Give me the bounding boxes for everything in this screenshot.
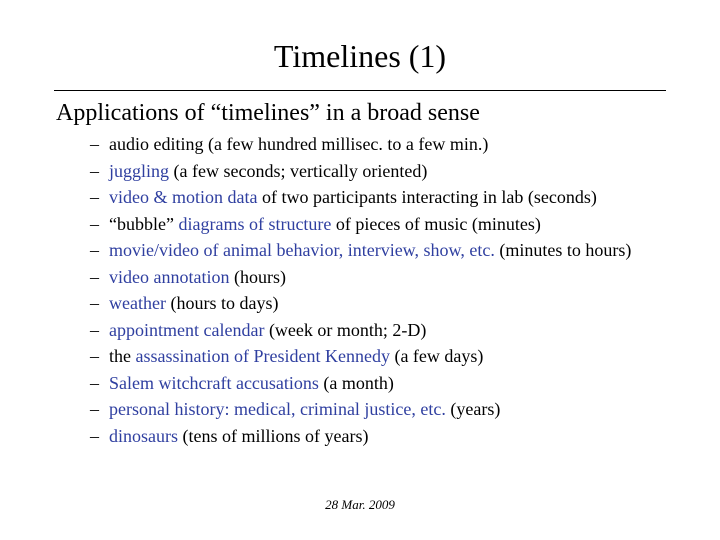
list-item	[90, 346, 670, 367]
slide-heading: Applications of “timelines” in a broad sense	[56, 100, 480, 126]
highlighted-text: video & motion data	[109, 187, 258, 207]
list-item	[90, 267, 670, 288]
dash-bullet: –	[90, 346, 99, 366]
item-text: “bubble”	[109, 213, 179, 234]
item-text: (a few seconds; vertically oriented)	[169, 160, 428, 181]
list-item	[90, 187, 670, 208]
dash-bullet: –	[90, 213, 99, 234]
dash-bullet: –	[90, 266, 99, 287]
dash-bullet: –	[90, 160, 99, 181]
item-text: of pieces of music (minutes)	[331, 213, 541, 234]
list-item	[90, 320, 670, 341]
highlighted-text: personal history: medical, criminal justice, etc.	[109, 399, 446, 419]
list-item	[90, 426, 670, 447]
list-item	[90, 214, 670, 235]
list-item	[90, 373, 670, 394]
item-text: audio editing (a few hundred millisec. to a few min.)	[109, 134, 489, 154]
item-text: (hours)	[229, 266, 286, 287]
slide-footer-date: 28 Mar. 2009	[325, 497, 395, 512]
bullet-list	[90, 134, 670, 452]
dash-bullet: –	[90, 425, 99, 446]
dash-bullet: –	[90, 134, 99, 154]
item-text: (a few days)	[389, 346, 484, 366]
dash-bullet: –	[90, 372, 99, 393]
item-text: (years)	[445, 399, 501, 419]
item-text: (week or month; 2-D)	[264, 319, 427, 340]
highlighted-text: assassination of President Kennedy	[135, 346, 390, 366]
dash-bullet: –	[90, 319, 99, 340]
dash-bullet: –	[90, 187, 99, 207]
dash-bullet: –	[90, 240, 99, 260]
highlighted-text: appointment calendar	[109, 319, 265, 340]
title-divider	[54, 90, 666, 91]
list-item	[90, 161, 670, 182]
item-text: (tens of millions of years)	[178, 425, 369, 446]
highlighted-text: video annotation	[109, 266, 230, 287]
list-item	[90, 293, 670, 314]
list-item	[90, 134, 670, 155]
highlighted-text: movie/video of animal behavior, interview, show, etc.	[109, 240, 495, 260]
highlighted-text: dinosaurs	[109, 425, 178, 446]
list-item	[90, 399, 670, 420]
item-text: (minutes to hours)	[494, 240, 632, 260]
item-text: the	[109, 346, 136, 366]
highlighted-text: Salem witchcraft accusations	[109, 372, 319, 393]
highlighted-text: juggling	[109, 160, 170, 181]
dash-bullet: –	[90, 399, 99, 419]
item-text: (a month)	[318, 372, 394, 393]
highlighted-text: weather	[109, 293, 166, 313]
highlighted-text: diagrams of structure	[178, 213, 332, 234]
item-text: (hours to days)	[165, 293, 279, 313]
slide-title: Timelines (1)	[273, 38, 447, 74]
item-text: of two participants interacting in lab (seconds)	[257, 187, 597, 207]
dash-bullet: –	[90, 293, 99, 313]
list-item	[90, 240, 670, 261]
